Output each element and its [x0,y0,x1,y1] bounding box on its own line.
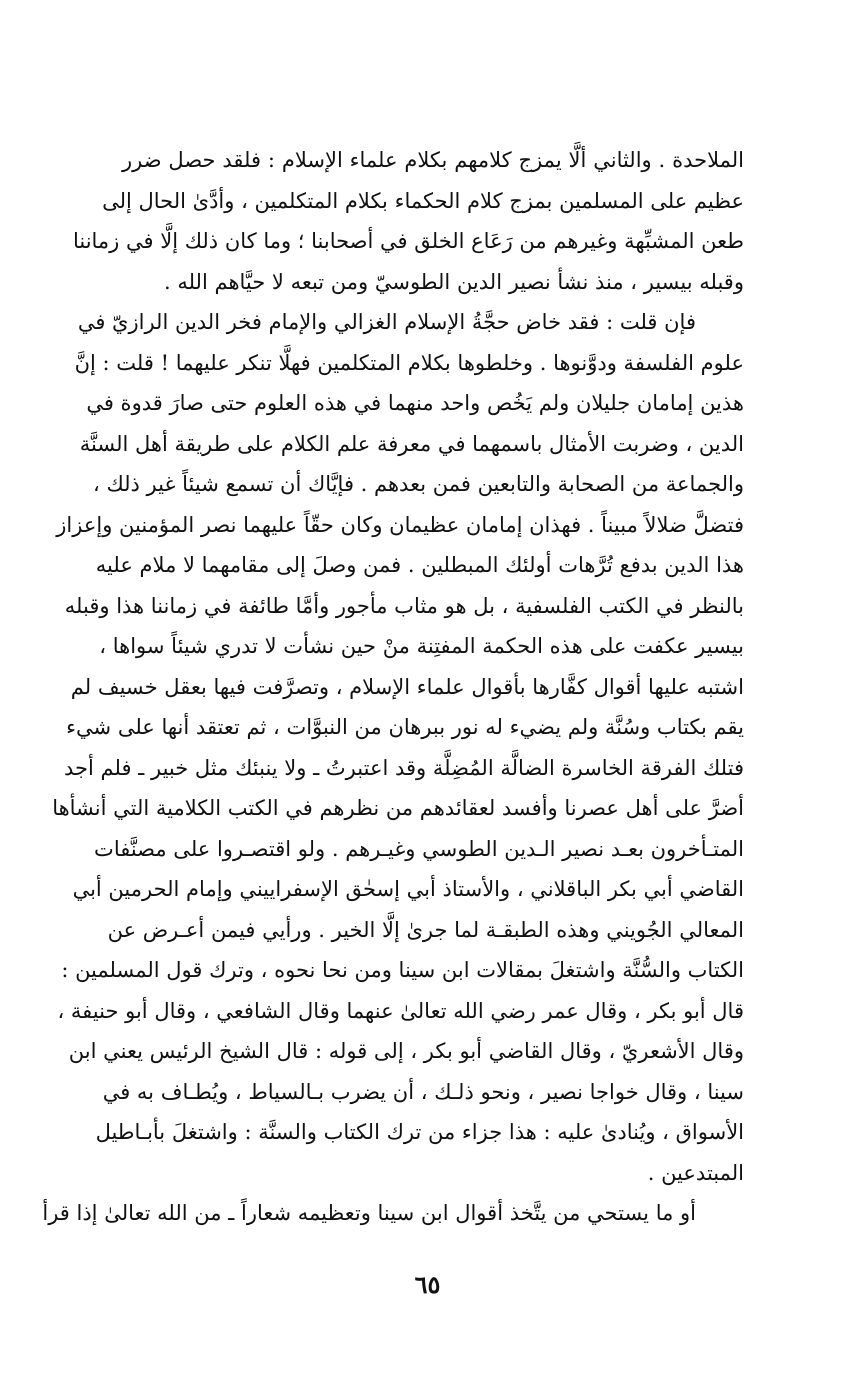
text-line: بيسير عكفت على هذه الحكمة المفتِنة منْ حين نشأت لا تدري شيئاً سواها ، [99,634,744,658]
text-line: علوم الفلسفة ودوَّنوها . وخلطوها بكلام المتكلمين فهلَّا تنكر عليهما ! قلت : إنَّ [74,350,744,375]
text-line: طعن المشبِّهة وغيرهم من رَعَاع الخلق في أصحابنا ؛ وما كان ذلك إلَّا في زماننا [72,229,744,253]
page-number: ٦٥ [414,1270,441,1299]
text-line: وقبله بيسير ، منذ نشأ نصير الدين الطوسيّ ومن تبعه لا حيَّاهم الله . [164,269,744,294]
text-line: الأسواق ، ويُنادىٰ عليه : هذا جزاء من ترك الكتاب والسنَّة : واشتغلَ بأبـاطيل [95,1120,744,1144]
text-line: المتـأخرون بعـد نصير الـدين الطوسي وغيـرهم . ولو اقتصـروا على مصنَّفات [94,836,744,861]
text-line: هذين إمامان جليلان ولم يَخُص واحد منهما في هذه العلوم حتى صارَ قدوة في [86,391,744,415]
text-line: الملاحدة . والثاني ألَّا يمزج كلامهم بكلام علماء الإسلام : فلقد حصل ضرر [122,148,744,172]
body-text [42,140,744,1234]
text-line: فتضلَّ ضلالاً مبيناً . فهذان إمامان عظيمان وكان حقّاً عليهما نصر المؤمنين وإعزاز [56,512,744,537]
text-line: هذا الدين بدفع تُرَّهات أولئك المبطلين . فمن وصلَ إلى مقامهما لا ملام عليه [95,553,744,577]
text-line: فتلك الفرقة الخاسرة الضالَّة المُضِلَّة وقد اعتبرتُ ـ ولا ينبئك مثل خبير ـ فلم أجد [64,755,744,780]
text-line: قال أبو بكر ، وقال عمر رضي الله تعالىٰ عنهما وقال الشافعي ، وقال أبو حنيفة ، [57,998,744,1023]
text-line: بالنظر في الكتب الفلسفية ، بل هو مثاب مأجور وأمَّا طائفة في زماننا هذا وقبله [64,593,744,618]
text-line: المعالي الجُويني وهذه الطبقـة لما جرىٰ إلَّا الخير . ورأيي فيمن أعـرض عن [107,917,744,942]
text-line: وقال الأشعريّ ، وقال القاضي أبو بكر ، إلى قوله : قال الشيخ الرئيس يعني ابن [68,1039,744,1063]
text-line: فإن قلت : فقد خاض حجَّةُ الإسلام الغزالي والإمام فخر الدين الرازيّ في [77,310,696,334]
text-line: أو ما يستحي من يتَّخذ أقوال ابن سينا وتعظيمه شعاراً ـ من الله تعالىٰ إذا قرأ [42,1201,696,1225]
text-line: يقم بكتاب وسُنَّة ولم يضيء له نور ببرهان من النبوَّات ، ثم تعتقد أنها على شيء [66,715,744,739]
text-line: اشتبه عليها أقوال كفَّارها بأقوال علماء الإسلام ، وتصرَّفت فيها بعقل خسيف لم [70,674,744,699]
text-line: سينا ، وقال خواجا نصير ، ونحو ذلـك ، أن يضرب بـالسياط ، ويُطـاف به في [102,1079,744,1104]
text-line: أضرَّ على أهل عصرنا وأفسد لعقائدهم من نظرهم في الكتب الكلامية التي أنشأها [52,796,744,820]
text-line: الدين ، وضربت الأمثال باسمهما في معرفة علم الكلام على طريقة أهل السنَّة [79,431,744,456]
text-line: القاضي أبي بكر الباقلاني ، والأستاذ أبي إسحٰق الإسفراييني وإمام الحرمين أبي [72,877,744,901]
text-line: والجماعة من الصحابة والتابعين فمن بعدهم . فإيَّاك أن تسمع شيئاً غير ذلك ، [92,472,744,496]
text-line: المبتدعين . [647,1160,744,1185]
text-line: الكتاب والسُّنَّة واشتغلَ بمقالات ابن سينا ومن نحا نحوه ، وترك قول المسلمين : [61,958,744,982]
text-line: عظيم على المسلمين بمزج كلام الحكماء بكلام المتكلمين ، وأدَّىٰ الحال إلى [102,188,744,213]
